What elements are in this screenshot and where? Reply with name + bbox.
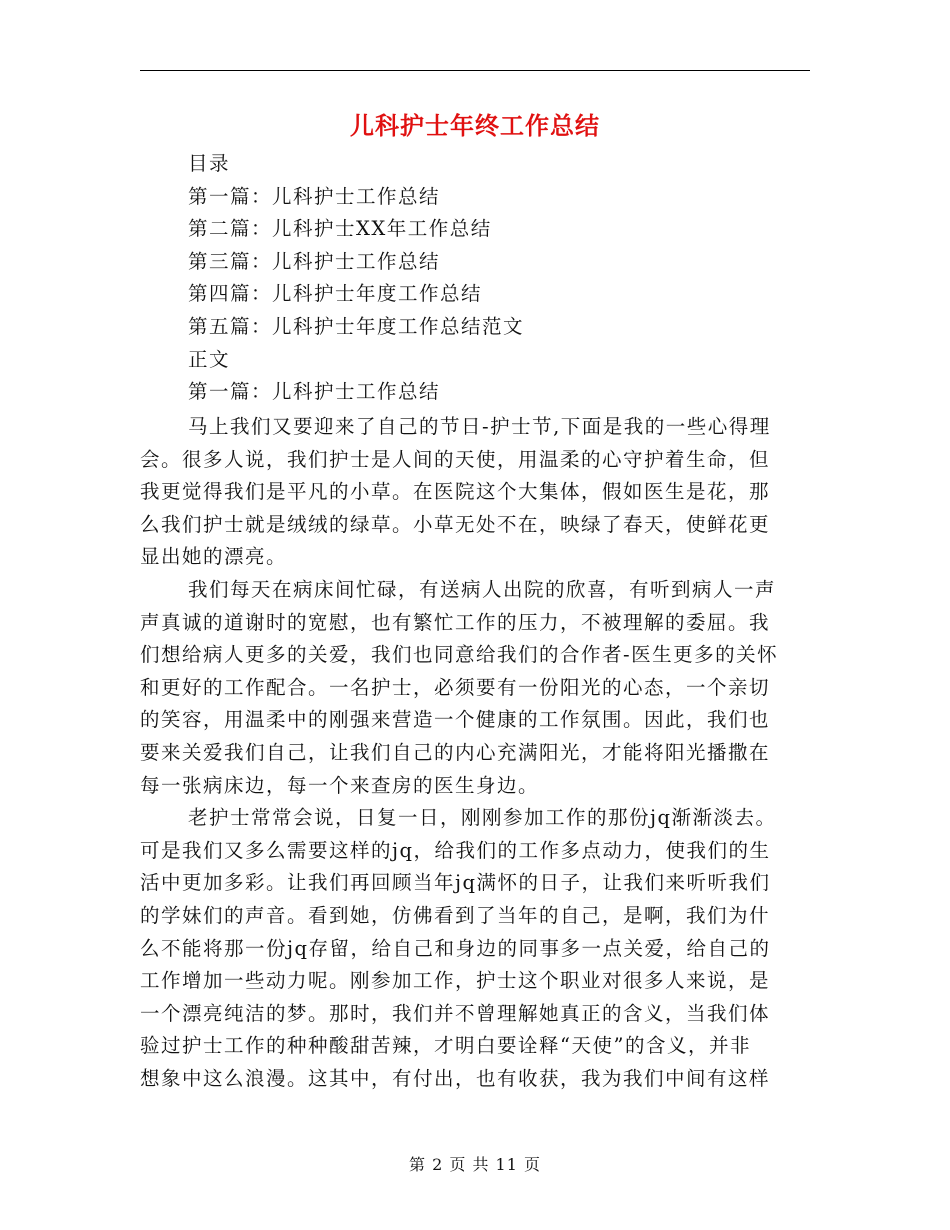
- toc-heading: 目录: [188, 152, 231, 175]
- toc-item: 第四篇：儿科护士年度工作总结: [188, 282, 483, 306]
- text-line: 么不能将那一份jq存留，给自己和身边的同事多一点关爱，给自己的: [140, 936, 771, 960]
- paragraph-1: [140, 411, 810, 574]
- text-line: 们想给病人更多的关爱，我们也同意给我们的合作者-医生更多的关怀: [140, 643, 779, 667]
- text-line: 可是我们又多么需要这样的jq，给我们的工作多点动力，使我们的生: [140, 838, 771, 862]
- text-line: 和更好的工作配合。一名护士，必须要有一份阳光的心态，一个亲切: [140, 675, 771, 699]
- text-line: 会。很多人说，我们护士是人间的天使，用温柔的心守护着生命，但: [140, 447, 771, 471]
- text-line: 显出她的漂亮。: [140, 545, 288, 569]
- toc-item: 第二篇：儿科护士XX年工作总结: [188, 217, 492, 241]
- text-line: 要来关爱我们自己，让我们自己的内心充满阳光，才能将阳光播撒在: [140, 740, 771, 764]
- toc-item: 第一篇：儿科护士工作总结: [188, 184, 441, 208]
- text-line: 每一张病床边，每一个来查房的医生身边。: [140, 773, 540, 797]
- text-line: 的学妹们的声音。看到她，仿佛看到了当年的自己，是啊，我们为什: [140, 903, 771, 927]
- paragraph-2: [140, 574, 810, 802]
- toc-item: 第三篇：儿科护士工作总结: [188, 249, 441, 273]
- body-heading: 正文: [188, 347, 231, 371]
- text-line: 老护士常常会说，日复一日，刚刚参加工作的那份jq渐渐淡去。: [188, 806, 777, 830]
- page-total: 11: [495, 1155, 518, 1174]
- toc-item: 第五篇：儿科护士年度工作总结范文: [188, 314, 525, 338]
- footer-prefix: 第: [408, 1155, 426, 1174]
- text-line: 我们每天在病床间忙碌，有送病人出院的欣喜，有听到病人一声: [188, 577, 777, 601]
- table-of-contents: [188, 148, 808, 409]
- text-line: 我更觉得我们是平凡的小草。在医院这个大集体，假如医生是花，那: [140, 480, 771, 504]
- text-line: 的笑容，用温柔中的刚强来营造一个健康的工作氛围。因此，我们也: [140, 708, 771, 732]
- text-line: 验过护士工作的种种酸甜苦辣，才明白要诠释“天使”的含义，并非: [140, 1034, 751, 1058]
- section-heading: 第一篇：儿科护士工作总结: [188, 380, 441, 404]
- text-line: 马上我们又要迎来了自己的节日-护士节,下面是我的一些心得理: [188, 415, 771, 438]
- text-line: 活中更加多彩。让我们再回顾当年jq满怀的日子，让我们来听听我们: [140, 871, 771, 895]
- text-line: 么我们护士就是绒绒的绿草。小草无处不在，映绿了春天，使鲜花更: [140, 512, 771, 536]
- body-text: [140, 411, 810, 1095]
- text-line: 工作增加一些动力呢。刚参加工作，护士这个职业对很多人来说，是: [140, 969, 771, 993]
- paragraph-3: [140, 802, 810, 1095]
- page-footer: [0, 1152, 950, 1175]
- footer-middle: 页 共: [449, 1155, 490, 1174]
- header-rule: [140, 70, 810, 71]
- text-line: 想象中这么浪漫。这其中，有付出，也有收获，我为我们中间有这样: [140, 1066, 771, 1090]
- text-line: 一个漂亮纯洁的梦。那时，我们并不曾理解她真正的含义，当我们体: [140, 1001, 771, 1025]
- document-title: 儿科护士年终工作总结: [350, 111, 600, 140]
- footer-suffix: 页: [524, 1155, 542, 1174]
- text-line: 声真诚的道谢时的宽慰，也有繁忙工作的压力，不被理解的委屈。我: [140, 610, 771, 634]
- page-number: 2: [432, 1155, 444, 1174]
